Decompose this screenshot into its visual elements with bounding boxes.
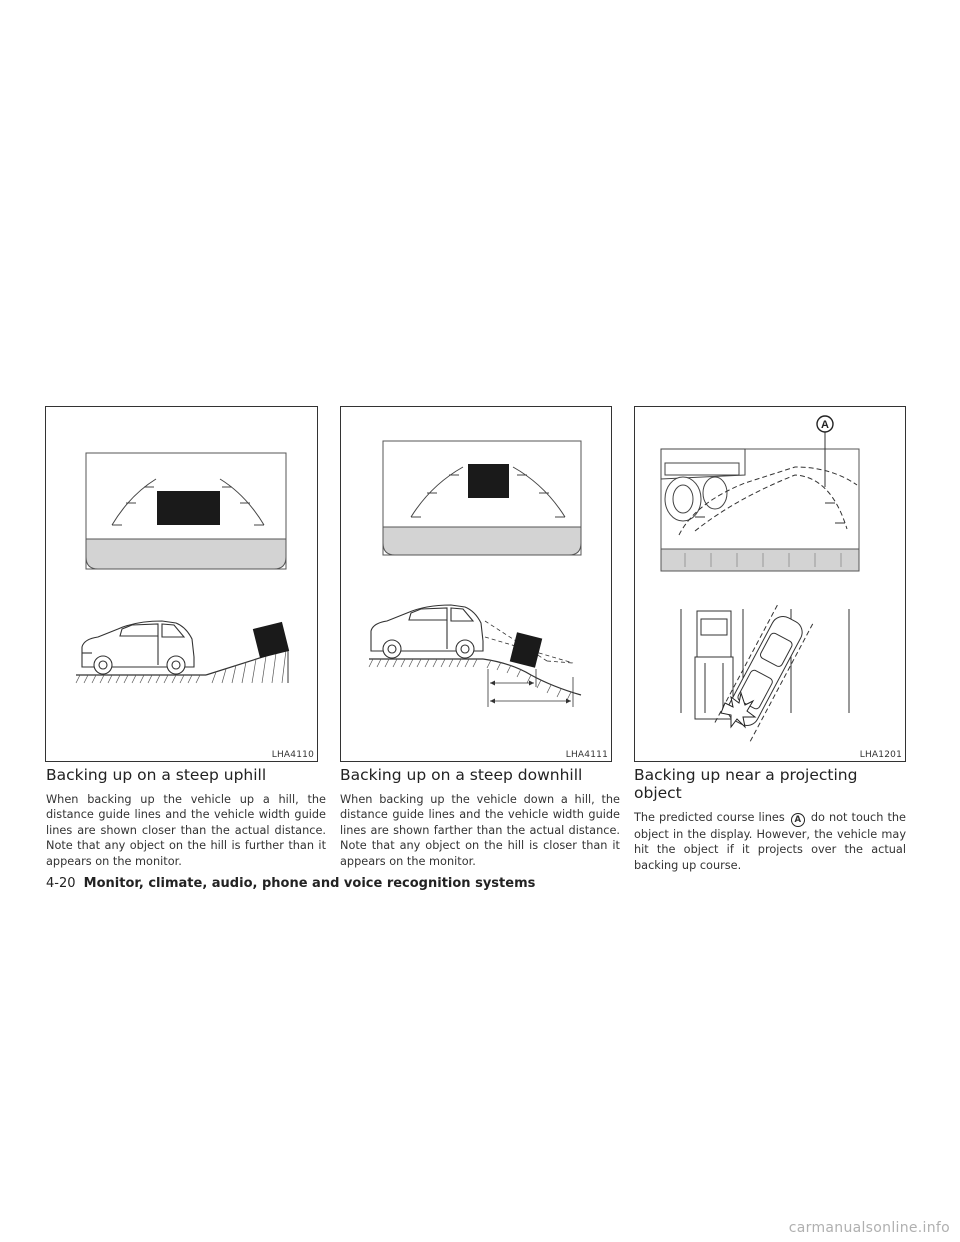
- object-on-screen: [157, 491, 220, 525]
- monitor-display: [661, 416, 859, 571]
- car-side-view: [371, 605, 483, 658]
- page-footer: [46, 876, 535, 891]
- body-text-after: do not touch the object in the display. However, the vehicle may hit the object if it projects over the actual backing up course.: [634, 811, 906, 872]
- section-uphill: [46, 766, 326, 869]
- uphill-illustration: [46, 407, 319, 763]
- object-on-hill: [510, 632, 542, 667]
- object-on-screen: [468, 464, 509, 498]
- section-projecting-object: [634, 766, 906, 873]
- downhill-illustration: [341, 407, 613, 763]
- section-body: When backing up the vehicle up a hill, the distance guide lines and the vehicle width guide lines are shown closer than the actual distance. Note that any object on the hill is further than it appears on the monitor.: [46, 793, 326, 868]
- figure-downhill: [340, 406, 612, 762]
- monitor-display: [383, 441, 581, 555]
- section-body: When backing up the vehicle down a hill, the distance guide lines and the vehicle width guide lines are shown farther than the actual distance. Note that any object on the hill is closer than it appears on the monitor.: [340, 793, 620, 868]
- watermark: carmanualsonline.info: [788, 1220, 950, 1236]
- figure-code: LHA1201: [859, 750, 902, 760]
- section-heading: Backing up on a steep uphill: [46, 766, 267, 784]
- car-side-view: [82, 621, 194, 674]
- object-on-hill: [253, 622, 289, 658]
- section-downhill: [340, 766, 620, 869]
- page-number: 4-20: [46, 876, 76, 891]
- section-heading: Backing up near a projecting object: [634, 766, 858, 802]
- figure-projecting-object: [634, 406, 906, 762]
- callout-a-icon: A: [791, 813, 805, 827]
- body-text-before: The predicted course lines: [634, 811, 785, 824]
- section-body: [634, 810, 906, 873]
- callout-a: A: [821, 419, 829, 431]
- projecting-object-illustration: [635, 407, 907, 763]
- figure-code: LHA4110: [271, 750, 314, 760]
- figure-uphill: [45, 406, 318, 762]
- section-heading: Backing up on a steep downhill: [340, 766, 583, 784]
- figure-code: LHA4111: [565, 750, 608, 760]
- monitor-display: [86, 453, 286, 569]
- chapter-title: Monitor, climate, audio, phone and voice recognition systems: [83, 876, 536, 891]
- top-down-parking: [681, 605, 849, 744]
